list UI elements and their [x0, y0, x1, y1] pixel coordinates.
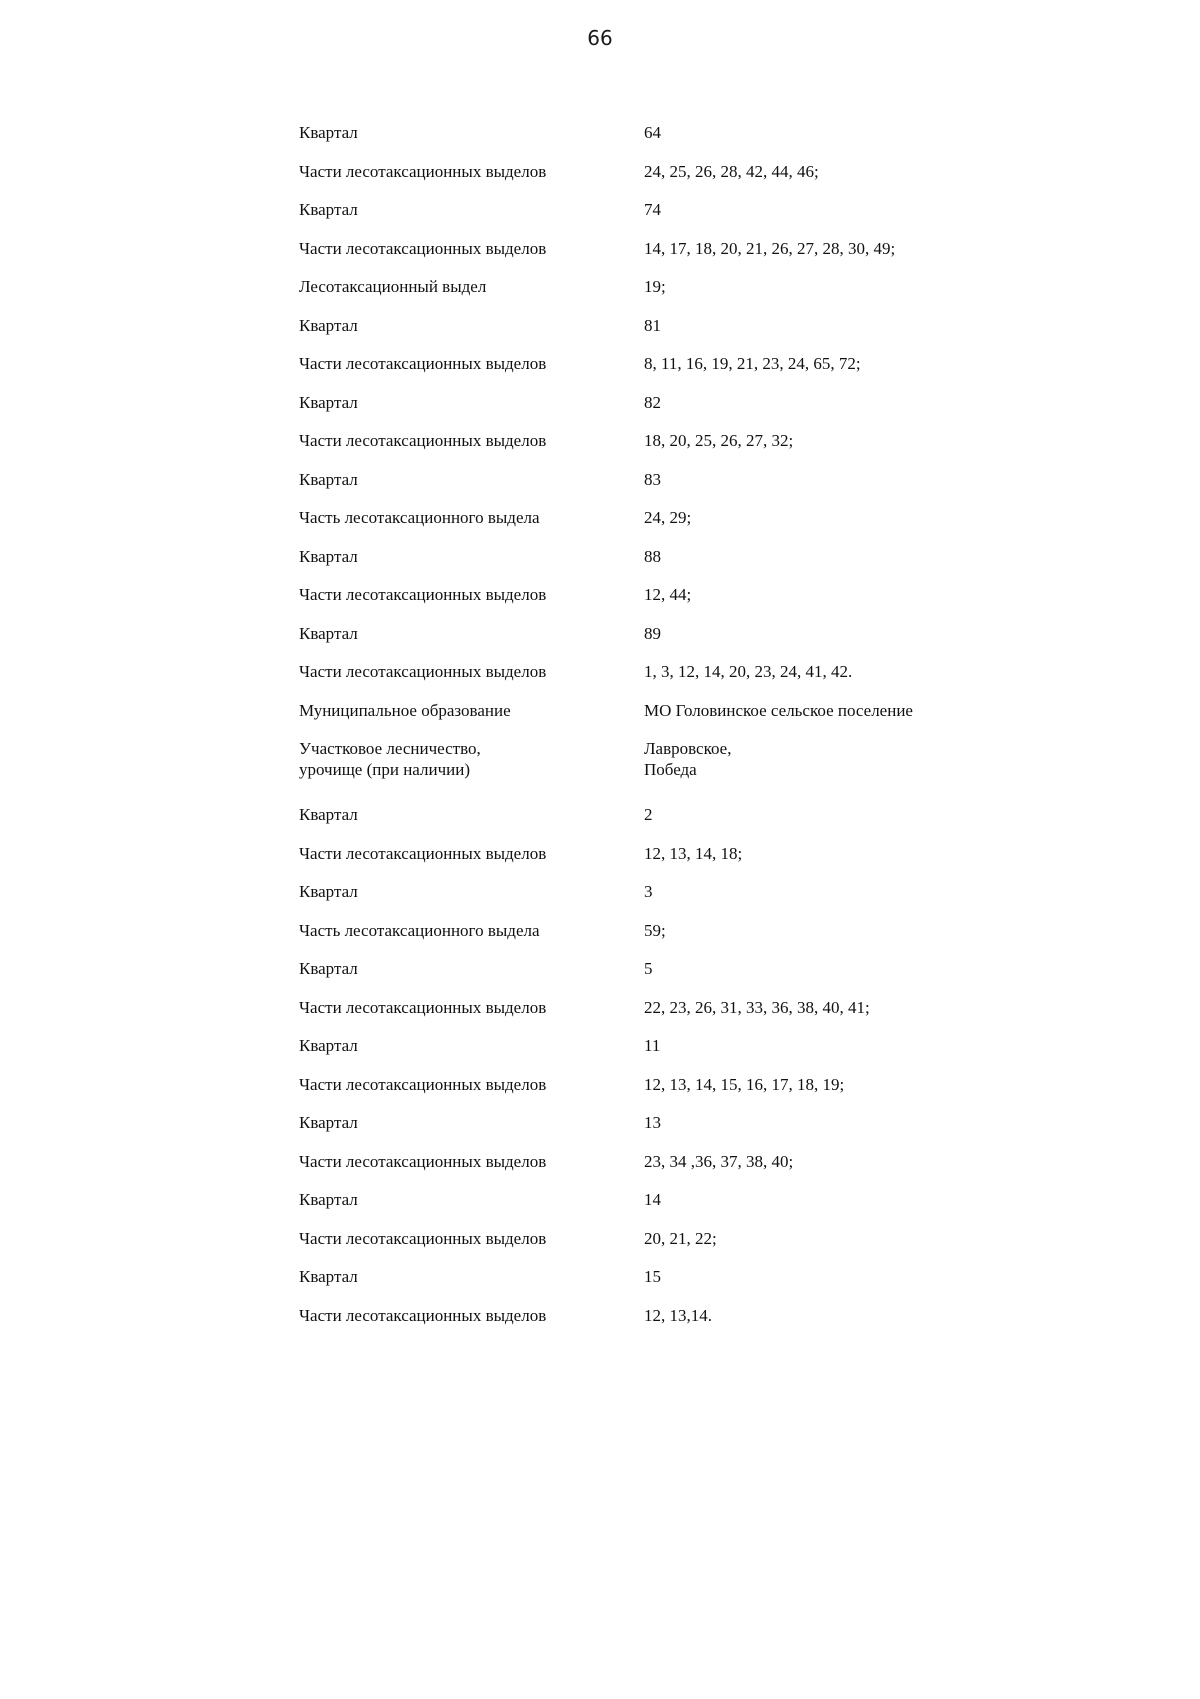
row-label: Части лесотаксационных выделов [299, 1228, 547, 1248]
row-value: 20, 21, 22; [644, 1228, 717, 1248]
row-label: Часть лесотаксационного выдела [299, 508, 540, 527]
row-value: 15 [644, 1267, 661, 1286]
row-label: Квартал [299, 805, 358, 824]
row-label: Лесотаксационный выдел [299, 277, 487, 296]
list-row [299, 161, 1099, 200]
row-label: Квартал [299, 1036, 358, 1055]
row-value: 13 [644, 1113, 661, 1132]
row-label: Части лесотаксационных выделов [299, 431, 547, 450]
list-row [299, 238, 1099, 277]
row-value: 14 [644, 1190, 661, 1209]
row-label: Части лесотаксационных выделов [299, 843, 547, 863]
row-value: 24, 29; [644, 508, 692, 527]
list-row [299, 920, 1099, 959]
row-value: 12, 44; [644, 585, 692, 604]
row-value: 2 [644, 805, 653, 824]
row-value: 3 [644, 882, 653, 901]
forest-parcel-list [299, 122, 1099, 1343]
row-value: 14, 17, 18, 20, 21, 26, 27, 28, 30, 49; [644, 238, 896, 258]
list-row [299, 430, 1099, 469]
row-label: Квартал [299, 1190, 358, 1209]
list-row [299, 1189, 1099, 1228]
list-row [299, 469, 1099, 508]
row-label: Муниципальное образование [299, 700, 511, 720]
list-row [299, 122, 1099, 161]
row-label: Части лесотаксационных выделов [299, 997, 547, 1017]
row-label: Части лесотаксационных выделов [299, 354, 547, 373]
list-row [299, 507, 1099, 546]
list-row [299, 1305, 1099, 1344]
list-row [299, 804, 1099, 843]
row-label: Квартал [299, 315, 358, 335]
row-label: Участковое лесничество, урочище (при наличии) [299, 739, 481, 779]
list-row [299, 315, 1099, 354]
list-row [299, 997, 1099, 1036]
row-label: Квартал [299, 1267, 358, 1286]
row-value: 24, 25, 26, 28, 42, 44, 46; [644, 161, 819, 181]
row-label: Квартал [299, 392, 358, 412]
row-label: Квартал [299, 469, 358, 489]
row-value: 59; [644, 920, 666, 940]
row-value: 23, 34 ,36, 37, 38, 40; [644, 1151, 794, 1171]
row-value: МО Головинское сельское поселение [644, 700, 913, 720]
list-row [299, 700, 1099, 739]
row-label: Части лесотаксационных выделов [299, 585, 547, 604]
row-label: Квартал [299, 1113, 358, 1132]
row-value: 11 [644, 1036, 661, 1055]
row-value: 22, 23, 26, 31, 33, 36, 38, 40, 41; [644, 997, 870, 1017]
list-row [299, 353, 1099, 392]
list-row [299, 1228, 1099, 1267]
row-value: 64 [644, 123, 661, 142]
row-label: Квартал [299, 882, 358, 901]
list-row [299, 584, 1099, 623]
row-value: 89 [644, 623, 661, 643]
list-row [299, 546, 1099, 585]
row-value: 81 [644, 315, 661, 335]
list-row [299, 392, 1099, 431]
list-row [299, 1266, 1099, 1305]
row-value: 1, 3, 12, 14, 20, 23, 24, 41, 42. [644, 662, 853, 681]
row-value: 82 [644, 392, 661, 412]
list-row [299, 276, 1099, 315]
row-label: Квартал [299, 959, 358, 978]
row-label: Части лесотаксационных выделов [299, 662, 547, 681]
row-label: Части лесотаксационных выделов [299, 1305, 547, 1325]
row-value: Лавровское, Победа [644, 739, 732, 779]
list-row [299, 881, 1099, 920]
row-value: 18, 20, 25, 26, 27, 32; [644, 431, 794, 450]
row-label: Квартал [299, 200, 358, 219]
row-label: Квартал [299, 123, 358, 142]
row-value: 5 [644, 959, 653, 978]
page-number: 66 [587, 26, 613, 50]
row-label: Квартал [299, 546, 358, 566]
list-row [299, 1112, 1099, 1151]
row-label: Части лесотаксационных выделов [299, 161, 547, 181]
list-row [299, 661, 1099, 700]
row-value: 12, 13, 14, 18; [644, 843, 743, 863]
list-row [299, 958, 1099, 997]
row-value: 12, 13, 14, 15, 16, 17, 18, 19; [644, 1074, 845, 1094]
row-value: 12, 13,14. [644, 1305, 712, 1325]
row-label: Части лесотаксационных выделов [299, 1151, 547, 1171]
row-value: 83 [644, 469, 661, 489]
row-value: 74 [644, 200, 661, 219]
list-row [299, 843, 1099, 882]
row-value: 88 [644, 546, 661, 566]
list-row [299, 1035, 1099, 1074]
row-label: Квартал [299, 623, 358, 643]
row-label: Части лесотаксационных выделов [299, 238, 547, 258]
list-row [299, 199, 1099, 238]
list-row [299, 1074, 1099, 1113]
list-row [299, 738, 1099, 804]
row-label: Части лесотаксационных выделов [299, 1074, 547, 1094]
list-row [299, 623, 1099, 662]
row-label: Часть лесотаксационного выдела [299, 920, 540, 940]
row-value: 8, 11, 16, 19, 21, 23, 24, 65, 72; [644, 354, 861, 373]
list-row [299, 1151, 1099, 1190]
row-value: 19; [644, 277, 666, 296]
